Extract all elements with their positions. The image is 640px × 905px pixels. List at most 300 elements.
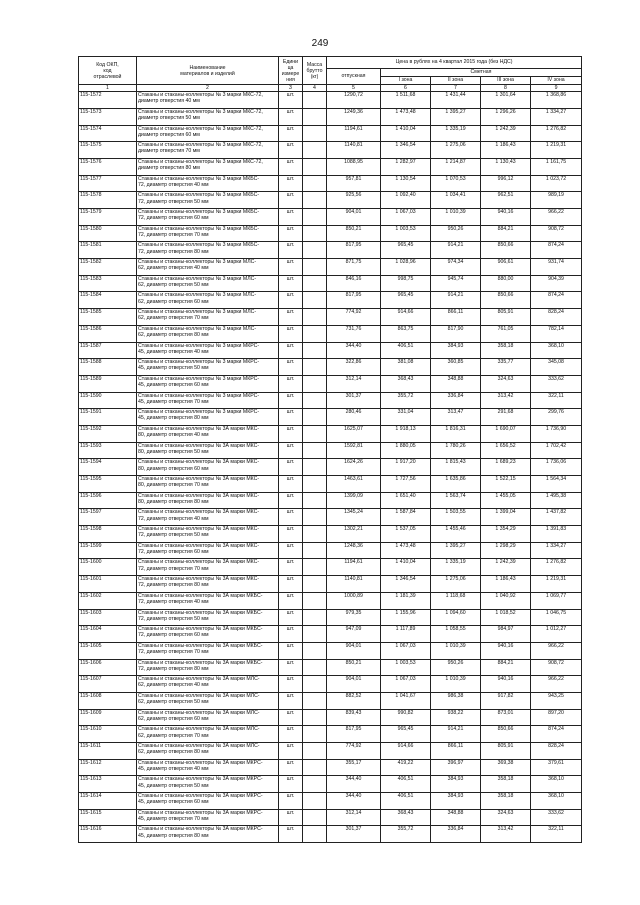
row-name-line: Стаканы и стаканы-коллекторы № 3А марки МКС- bbox=[138, 459, 260, 466]
table-row bbox=[79, 809, 582, 826]
row-price-otpusknaya: 1290,72 bbox=[327, 92, 381, 109]
row-mass bbox=[303, 425, 327, 442]
row-name-line: 62, диаметр отверстия 40 мм bbox=[138, 265, 209, 272]
row-name bbox=[137, 609, 279, 626]
row-code: 115-1597 bbox=[79, 509, 137, 526]
row-price-zone-3: 313,42 bbox=[481, 826, 531, 843]
row-unit: шт. bbox=[279, 359, 303, 376]
row-code: 115-1590 bbox=[79, 392, 137, 409]
table-row bbox=[79, 626, 582, 643]
row-price-zone-4: 345,08 bbox=[531, 359, 582, 376]
row-name-line: диаметр отверстия 70 мм bbox=[138, 148, 200, 155]
row-price-zone-4: 943,25 bbox=[531, 692, 582, 709]
row-name-line: Стаканы и стаканы-коллекторы № 3А марки МКС- bbox=[138, 559, 260, 566]
row-name bbox=[137, 576, 279, 593]
row-name bbox=[137, 692, 279, 709]
row-price-zone-2: 1 503,55 bbox=[431, 509, 481, 526]
row-price-zone-3: 369,38 bbox=[481, 759, 531, 776]
row-name-line: Стаканы и стаканы-коллекторы № 3 марки МКРС- bbox=[138, 392, 260, 399]
row-price-zone-2: 396,97 bbox=[431, 759, 481, 776]
row-name bbox=[137, 626, 279, 643]
table-row bbox=[79, 709, 582, 726]
row-mass bbox=[303, 342, 327, 359]
row-name-line: Стаканы и стаканы-коллекторы № 3А марки МКС- bbox=[138, 476, 260, 483]
row-name-line: Стаканы и стаканы-коллекторы № 3 марки МКС-72, bbox=[138, 108, 263, 115]
header-zone-3: III зона bbox=[481, 77, 531, 85]
row-name-line: Стаканы и стаканы-коллекторы № 3 марки МЛС- bbox=[138, 292, 257, 299]
row-price-zone-3: 850,66 bbox=[481, 726, 531, 743]
row-price-zone-4: 1 368,86 bbox=[531, 92, 582, 109]
row-mass bbox=[303, 592, 327, 609]
row-mass bbox=[303, 726, 327, 743]
row-price-zone-1: 1 918,13 bbox=[381, 425, 431, 442]
row-name-line: 80, диаметр отверстия 40 мм bbox=[138, 432, 209, 439]
table-row bbox=[79, 759, 582, 776]
row-price-zone-4: 1 495,38 bbox=[531, 492, 582, 509]
row-price-zone-1: 1 067,03 bbox=[381, 642, 431, 659]
row-unit: шт. bbox=[279, 375, 303, 392]
row-name-line: Стаканы и стаканы-коллекторы № 3А марки МКБС- bbox=[138, 592, 263, 599]
row-name bbox=[137, 659, 279, 676]
row-price-zone-1: 1 410,04 bbox=[381, 559, 431, 576]
row-price-zone-4: 966,22 bbox=[531, 676, 582, 693]
row-unit: шт. bbox=[279, 459, 303, 476]
table-row bbox=[79, 325, 582, 342]
row-price-zone-1: 1 117,89 bbox=[381, 626, 431, 643]
row-name-line: Стаканы и стаканы-коллекторы № 3А марки МКС- bbox=[138, 526, 260, 533]
row-name bbox=[137, 309, 279, 326]
row-price-zone-1: 1 003,53 bbox=[381, 225, 431, 242]
row-price-zone-3: 1 689,23 bbox=[481, 459, 531, 476]
row-price-zone-3: 1 242,39 bbox=[481, 125, 531, 142]
row-name bbox=[137, 242, 279, 259]
row-code: 115-1588 bbox=[79, 359, 137, 376]
row-code: 115-1616 bbox=[79, 826, 137, 843]
table-row bbox=[79, 142, 582, 159]
row-unit: шт. bbox=[279, 142, 303, 159]
row-unit: шт. bbox=[279, 809, 303, 826]
row-price-zone-1: 914,66 bbox=[381, 743, 431, 760]
table-row bbox=[79, 476, 582, 493]
row-unit: шт. bbox=[279, 242, 303, 259]
row-name bbox=[137, 158, 279, 175]
row-price-zone-3: 335,77 bbox=[481, 359, 531, 376]
row-name-line: 72, диаметр отверстия 70 мм bbox=[138, 231, 209, 238]
row-code: 115-1582 bbox=[79, 259, 137, 276]
row-price-zone-4: 1 334,27 bbox=[531, 542, 582, 559]
row-name-line: 45, диаметр отверстия 80 мм bbox=[138, 832, 209, 839]
row-mass bbox=[303, 375, 327, 392]
row-unit: шт. bbox=[279, 92, 303, 109]
row-price-zone-2: 1 094,60 bbox=[431, 609, 481, 626]
row-price-otpusknaya: 871,75 bbox=[327, 259, 381, 276]
row-unit: шт. bbox=[279, 108, 303, 125]
row-unit: шт. bbox=[279, 576, 303, 593]
table-row bbox=[79, 375, 582, 392]
row-mass bbox=[303, 158, 327, 175]
row-code: 115-1603 bbox=[79, 609, 137, 626]
row-price-zone-4: 904,39 bbox=[531, 275, 582, 292]
row-name-line: 72, диаметр отверстия 40 мм bbox=[138, 515, 209, 522]
header-otpusknaya: отпускная bbox=[327, 69, 381, 85]
row-price-zone-3: 940,16 bbox=[481, 676, 531, 693]
col-number: 3 bbox=[279, 85, 303, 92]
table-row bbox=[79, 459, 582, 476]
row-name bbox=[137, 793, 279, 810]
row-price-otpusknaya: 1249,36 bbox=[327, 108, 381, 125]
row-price-zone-3: 1 186,43 bbox=[481, 576, 531, 593]
row-price-zone-2: 950,26 bbox=[431, 659, 481, 676]
row-name-line: Стаканы и стаканы-коллекторы № 3А марки МКС- bbox=[138, 492, 260, 499]
row-price-zone-2: 1 395,27 bbox=[431, 108, 481, 125]
row-price-zone-4: 1 564,34 bbox=[531, 476, 582, 493]
row-name-line: 72, диаметр отверстия 40 мм bbox=[138, 599, 209, 606]
row-code: 115-1577 bbox=[79, 175, 137, 192]
row-price-zone-3: 1 455,05 bbox=[481, 492, 531, 509]
row-code: 115-1608 bbox=[79, 692, 137, 709]
table-row bbox=[79, 526, 582, 543]
row-price-zone-2: 938,22 bbox=[431, 709, 481, 726]
row-unit: шт. bbox=[279, 275, 303, 292]
row-name-line: 62, диаметр отверстия 80 мм bbox=[138, 332, 209, 339]
row-price-zone-1: 1 067,03 bbox=[381, 209, 431, 226]
row-code: 115-1584 bbox=[79, 292, 137, 309]
header-unit: Едини ца измере ния bbox=[279, 57, 303, 85]
row-name-line: Стаканы и стаканы-коллекторы № 3 марки МКРС- bbox=[138, 409, 260, 416]
row-price-otpusknaya: 1140,81 bbox=[327, 142, 381, 159]
row-name-line: Стаканы и стаканы-коллекторы № 3 марки МКБС- bbox=[138, 192, 260, 199]
row-price-zone-1: 1 587,84 bbox=[381, 509, 431, 526]
row-price-zone-3: 884,21 bbox=[481, 225, 531, 242]
row-code: 115-1583 bbox=[79, 275, 137, 292]
row-unit: шт. bbox=[279, 709, 303, 726]
row-name-line: Стаканы и стаканы-коллекторы № 3 марки МКБС- bbox=[138, 175, 260, 182]
row-name bbox=[137, 826, 279, 843]
row-price-otpusknaya: 774,92 bbox=[327, 743, 381, 760]
row-name-line: 72, диаметр отверстия 70 мм bbox=[138, 649, 209, 656]
row-name-line: 72, диаметр отверстия 70 мм bbox=[138, 565, 209, 572]
row-mass bbox=[303, 309, 327, 326]
row-price-otpusknaya: 817,95 bbox=[327, 242, 381, 259]
row-code: 115-1591 bbox=[79, 409, 137, 426]
row-price-otpusknaya: 344,40 bbox=[327, 776, 381, 793]
row-price-otpusknaya: 925,56 bbox=[327, 192, 381, 209]
row-name bbox=[137, 809, 279, 826]
row-price-otpusknaya: 957,81 bbox=[327, 175, 381, 192]
row-mass bbox=[303, 242, 327, 259]
row-price-zone-1: 406,51 bbox=[381, 342, 431, 359]
row-price-otpusknaya: 312,14 bbox=[327, 375, 381, 392]
row-code: 115-1602 bbox=[79, 592, 137, 609]
row-price-otpusknaya: 1088,95 bbox=[327, 158, 381, 175]
row-name-line: 45, диаметр отверстия 70 мм bbox=[138, 398, 209, 405]
col-number: 5 bbox=[327, 85, 381, 92]
row-name-line: 72, диаметр отверстия 80 мм bbox=[138, 248, 209, 255]
row-unit: шт. bbox=[279, 726, 303, 743]
row-name bbox=[137, 409, 279, 426]
row-price-zone-3: 1 018,52 bbox=[481, 609, 531, 626]
table-row bbox=[79, 392, 582, 409]
row-price-zone-1: 1 155,96 bbox=[381, 609, 431, 626]
row-price-zone-1: 1 028,96 bbox=[381, 259, 431, 276]
row-unit: шт. bbox=[279, 209, 303, 226]
row-code: 115-1586 bbox=[79, 325, 137, 342]
row-unit: шт. bbox=[279, 692, 303, 709]
row-price-zone-1: 863,75 bbox=[381, 325, 431, 342]
row-unit: шт. bbox=[279, 592, 303, 609]
row-name-line: Стаканы и стаканы-коллекторы № 3А марки МКС- bbox=[138, 542, 260, 549]
row-unit: шт. bbox=[279, 759, 303, 776]
row-name bbox=[137, 125, 279, 142]
row-name bbox=[137, 542, 279, 559]
row-price-zone-2: 360,85 bbox=[431, 359, 481, 376]
row-name-line: 62, диаметр отверстия 50 мм bbox=[138, 281, 209, 288]
row-mass bbox=[303, 92, 327, 109]
row-name-line: диаметр отверстия 50 мм bbox=[138, 115, 200, 122]
row-name bbox=[137, 142, 279, 159]
row-name bbox=[137, 392, 279, 409]
row-price-zone-3: 324,63 bbox=[481, 809, 531, 826]
row-price-zone-4: 1 012,27 bbox=[531, 626, 582, 643]
row-price-otpusknaya: 774,92 bbox=[327, 309, 381, 326]
col-number: 4 bbox=[303, 85, 327, 92]
row-code: 115-1580 bbox=[79, 225, 137, 242]
row-price-zone-4: 1 046,75 bbox=[531, 609, 582, 626]
row-name-line: Стаканы и стаканы-коллекторы № 3А марки МКБС- bbox=[138, 609, 263, 616]
row-name-line: Стаканы и стаканы-коллекторы № 3А марки МКРС- bbox=[138, 809, 263, 816]
row-unit: шт. bbox=[279, 609, 303, 626]
row-price-zone-1: 1 003,53 bbox=[381, 659, 431, 676]
row-price-otpusknaya: 850,21 bbox=[327, 659, 381, 676]
row-code: 115-1601 bbox=[79, 576, 137, 593]
row-price-otpusknaya: 1302,21 bbox=[327, 526, 381, 543]
row-price-zone-2: 1 335,19 bbox=[431, 559, 481, 576]
row-unit: шт. bbox=[279, 492, 303, 509]
row-price-zone-1: 355,72 bbox=[381, 392, 431, 409]
row-price-otpusknaya: 817,95 bbox=[327, 726, 381, 743]
row-name-line: 62, диаметр отверстия 70 мм bbox=[138, 315, 209, 322]
row-price-otpusknaya: 817,95 bbox=[327, 292, 381, 309]
row-unit: шт. bbox=[279, 542, 303, 559]
col-number: 7 bbox=[431, 85, 481, 92]
row-price-zone-1: 355,72 bbox=[381, 826, 431, 843]
row-name bbox=[137, 209, 279, 226]
row-price-zone-3: 873,01 bbox=[481, 709, 531, 726]
row-code: 115-1604 bbox=[79, 626, 137, 643]
row-price-zone-2: 1 431,44 bbox=[431, 92, 481, 109]
row-price-otpusknaya: 312,14 bbox=[327, 809, 381, 826]
row-name-line: Стаканы и стаканы-коллекторы № 3А марки МКБС- bbox=[138, 642, 263, 649]
row-price-otpusknaya: 1592,81 bbox=[327, 442, 381, 459]
row-name-line: Стаканы и стаканы-коллекторы № 3 марки МКБС- bbox=[138, 209, 260, 216]
row-code: 115-1592 bbox=[79, 425, 137, 442]
table-row bbox=[79, 108, 582, 125]
row-price-zone-1: 1 651,40 bbox=[381, 492, 431, 509]
table-row bbox=[79, 409, 582, 426]
row-name bbox=[137, 275, 279, 292]
row-price-zone-2: 1 034,41 bbox=[431, 192, 481, 209]
table-row bbox=[79, 793, 582, 810]
row-unit: шт. bbox=[279, 309, 303, 326]
row-mass bbox=[303, 526, 327, 543]
row-name-line: Стаканы и стаканы-коллекторы № 3А марки МЛС- bbox=[138, 676, 260, 683]
row-price-zone-2: 974,34 bbox=[431, 259, 481, 276]
row-name-line: 45, диаметр отверстия 70 мм bbox=[138, 815, 209, 822]
row-code: 115-1575 bbox=[79, 142, 137, 159]
row-price-zone-3: 996,12 bbox=[481, 175, 531, 192]
row-unit: шт. bbox=[279, 642, 303, 659]
row-price-zone-3: 805,91 bbox=[481, 743, 531, 760]
row-name-line: Стаканы и стаканы-коллекторы № 3 марки МЛС- bbox=[138, 309, 257, 316]
table-row bbox=[79, 425, 582, 442]
row-unit: шт. bbox=[279, 626, 303, 643]
row-mass bbox=[303, 325, 327, 342]
row-name-line: 62, диаметр отверстия 70 мм bbox=[138, 732, 209, 739]
col-number: 8 bbox=[481, 85, 531, 92]
table-row bbox=[79, 92, 582, 109]
row-name bbox=[137, 359, 279, 376]
header-zone-2: II зона bbox=[431, 77, 481, 85]
row-name bbox=[137, 92, 279, 109]
row-price-zone-3: 358,18 bbox=[481, 793, 531, 810]
row-name-line: Стаканы и стаканы-коллекторы № 3 марки МКС-72, bbox=[138, 158, 263, 165]
row-price-zone-3: 984,97 bbox=[481, 626, 531, 643]
row-price-zone-2: 1 335,19 bbox=[431, 125, 481, 142]
row-mass bbox=[303, 125, 327, 142]
row-unit: шт. bbox=[279, 442, 303, 459]
row-price-zone-4: 966,22 bbox=[531, 642, 582, 659]
row-price-zone-3: 1 186,43 bbox=[481, 142, 531, 159]
row-name-line: Стаканы и стаканы-коллекторы № 3А марки МЛС- bbox=[138, 743, 260, 750]
row-price-otpusknaya: 904,01 bbox=[327, 642, 381, 659]
row-price-zone-2: 866,11 bbox=[431, 309, 481, 326]
col-number: 9 bbox=[531, 85, 582, 92]
row-mass bbox=[303, 809, 327, 826]
row-mass bbox=[303, 275, 327, 292]
row-name-line: 72, диаметр отверстия 60 мм bbox=[138, 215, 209, 222]
row-price-zone-2: 1 010,39 bbox=[431, 642, 481, 659]
row-name-line: Стаканы и стаканы-коллекторы № 3А марки МКРС- bbox=[138, 759, 263, 766]
row-mass bbox=[303, 359, 327, 376]
row-unit: шт. bbox=[279, 175, 303, 192]
row-price-otpusknaya: 846,16 bbox=[327, 275, 381, 292]
row-price-zone-3: 1 298,29 bbox=[481, 542, 531, 559]
row-name-line: 45, диаметр отверстия 60 мм bbox=[138, 799, 209, 806]
row-name-line: Стаканы и стаканы-коллекторы № 3А марки МКС- bbox=[138, 509, 260, 516]
table-row bbox=[79, 259, 582, 276]
row-name-line: 80, диаметр отверстия 60 мм bbox=[138, 465, 209, 472]
row-price-zone-3: 358,18 bbox=[481, 776, 531, 793]
table-row bbox=[79, 175, 582, 192]
row-price-zone-4: 1 069,77 bbox=[531, 592, 582, 609]
row-price-zone-2: 950,26 bbox=[431, 225, 481, 242]
row-unit: шт. bbox=[279, 676, 303, 693]
row-price-zone-4: 874,24 bbox=[531, 726, 582, 743]
row-unit: шт. bbox=[279, 292, 303, 309]
row-price-zone-2: 1 058,55 bbox=[431, 626, 481, 643]
row-code: 115-1615 bbox=[79, 809, 137, 826]
row-name-line: Стаканы и стаканы-коллекторы № 3 марки МКРС- bbox=[138, 342, 260, 349]
header-mass: Масса брутто (кг) bbox=[303, 57, 327, 85]
row-name-line: Стаканы и стаканы-коллекторы № 3А марки МКРС- bbox=[138, 776, 263, 783]
row-name bbox=[137, 492, 279, 509]
row-price-zone-2: 313,47 bbox=[431, 409, 481, 426]
row-price-zone-2: 384,93 bbox=[431, 342, 481, 359]
row-mass bbox=[303, 459, 327, 476]
row-price-zone-2: 1 010,39 bbox=[431, 209, 481, 226]
row-mass bbox=[303, 659, 327, 676]
row-price-otpusknaya: 904,01 bbox=[327, 676, 381, 693]
row-name-line: 45, диаметр отверстия 40 мм bbox=[138, 348, 209, 355]
row-price-zone-3: 940,16 bbox=[481, 642, 531, 659]
row-code: 115-1605 bbox=[79, 642, 137, 659]
col-number: 1 bbox=[79, 85, 137, 92]
row-code: 115-1593 bbox=[79, 442, 137, 459]
row-price-zone-1: 1 917,20 bbox=[381, 459, 431, 476]
row-price-zone-4: 989,19 bbox=[531, 192, 582, 209]
row-price-otpusknaya: 355,17 bbox=[327, 759, 381, 776]
row-code: 115-1579 bbox=[79, 209, 137, 226]
row-name-line: 72, диаметр отверстия 60 мм bbox=[138, 548, 209, 555]
row-price-otpusknaya: 344,40 bbox=[327, 342, 381, 359]
row-price-zone-4: 874,24 bbox=[531, 292, 582, 309]
row-name-line: 72, диаметр отверстия 80 мм bbox=[138, 582, 209, 589]
row-price-otpusknaya: 839,43 bbox=[327, 709, 381, 726]
row-price-zone-1: 1 282,97 bbox=[381, 158, 431, 175]
row-price-zone-4: 828,24 bbox=[531, 743, 582, 760]
row-mass bbox=[303, 209, 327, 226]
row-price-zone-1: 1 473,48 bbox=[381, 108, 431, 125]
row-price-zone-2: 817,90 bbox=[431, 325, 481, 342]
row-mass bbox=[303, 709, 327, 726]
row-unit: шт. bbox=[279, 526, 303, 543]
row-unit: шт. bbox=[279, 793, 303, 810]
row-price-zone-4: 333,62 bbox=[531, 809, 582, 826]
row-price-zone-3: 1 354,29 bbox=[481, 526, 531, 543]
row-price-otpusknaya: 301,37 bbox=[327, 826, 381, 843]
row-code: 115-1614 bbox=[79, 793, 137, 810]
row-code: 115-1598 bbox=[79, 526, 137, 543]
row-price-zone-4: 1 276,82 bbox=[531, 125, 582, 142]
row-mass bbox=[303, 609, 327, 626]
row-price-zone-3: 1 130,43 bbox=[481, 158, 531, 175]
row-price-otpusknaya: 1625,07 bbox=[327, 425, 381, 442]
table-row bbox=[79, 609, 582, 626]
row-name bbox=[137, 108, 279, 125]
row-price-zone-1: 1 092,40 bbox=[381, 192, 431, 209]
row-name-line: 62, диаметр отверстия 50 мм bbox=[138, 699, 209, 706]
table-row bbox=[79, 309, 582, 326]
row-price-zone-2: 336,84 bbox=[431, 392, 481, 409]
row-name bbox=[137, 425, 279, 442]
row-price-zone-1: 1 537,05 bbox=[381, 526, 431, 543]
row-name-line: Стаканы и стаканы-коллекторы № 3 марки МКРС- bbox=[138, 375, 260, 382]
row-mass bbox=[303, 175, 327, 192]
row-unit: шт. bbox=[279, 476, 303, 493]
row-name bbox=[137, 642, 279, 659]
row-unit: шт. bbox=[279, 559, 303, 576]
table-row bbox=[79, 776, 582, 793]
row-name-line: 45, диаметр отверстия 50 мм bbox=[138, 365, 209, 372]
row-price-zone-4: 1 161,75 bbox=[531, 158, 582, 175]
row-unit: шт. bbox=[279, 659, 303, 676]
row-price-zone-4: 1 219,31 bbox=[531, 142, 582, 159]
table-row bbox=[79, 659, 582, 676]
row-price-zone-2: 866,11 bbox=[431, 743, 481, 760]
row-price-zone-2: 1 455,46 bbox=[431, 526, 481, 543]
row-unit: шт. bbox=[279, 509, 303, 526]
row-name-line: Стаканы и стаканы-коллекторы № 3А марки МКС- bbox=[138, 442, 260, 449]
